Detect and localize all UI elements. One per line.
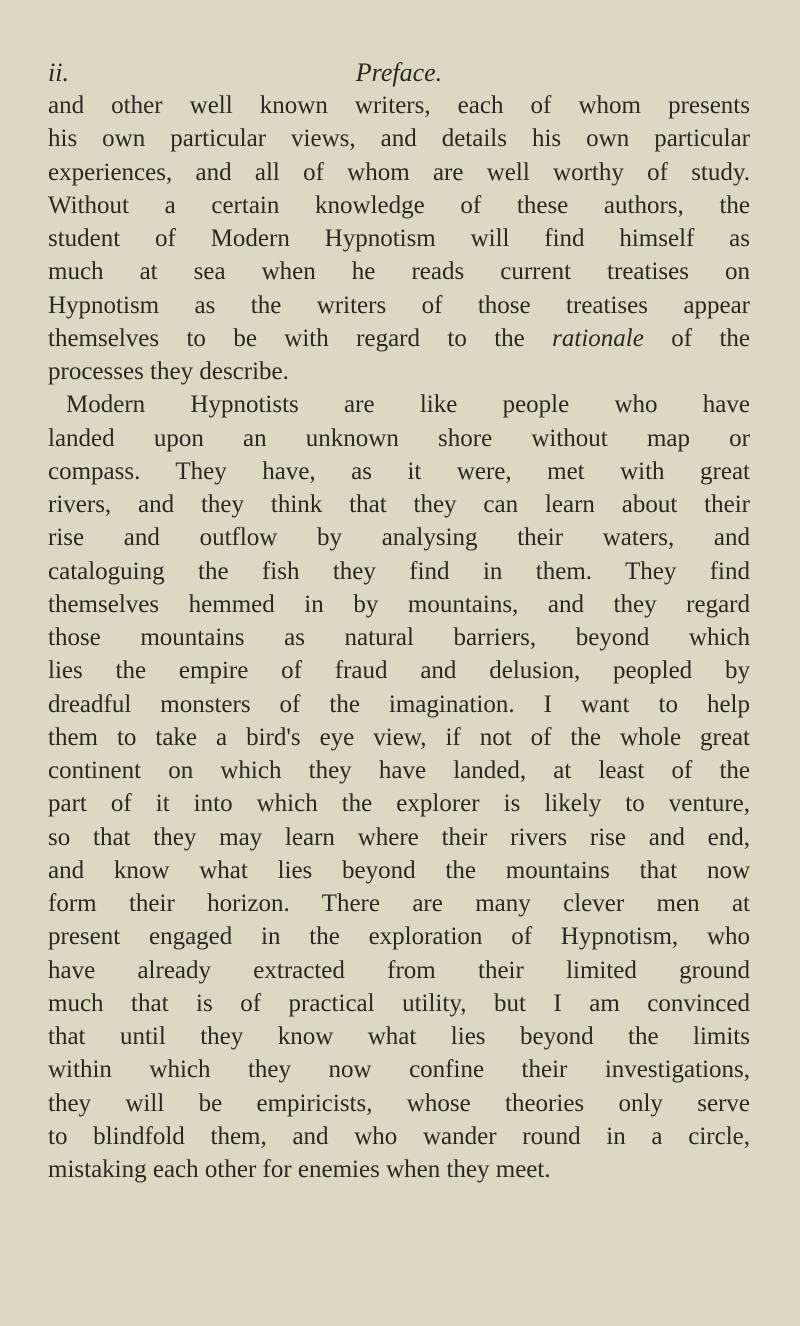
text-line: student of Modern Hypnotism will find himself as [48, 225, 750, 252]
text-line: Modern Hypnotists are like people who have [66, 391, 750, 419]
text-line: mistaking each other for enemies when they meet. [48, 1156, 551, 1183]
text-line: form their horizon. There are many clever men at [48, 890, 750, 917]
text-line: experiences, and all of whom are well worthy of study. [48, 158, 750, 186]
body-text [48, 89, 750, 1186]
text-line: them to take a bird's eye view, if not of the whole great [48, 723, 750, 751]
text-line: themselves to be with regard to the rationale of the [48, 324, 750, 352]
text-line: within which they now confine their investigations, [48, 1056, 750, 1084]
text-line: cataloguing the fish they find in them. They find [48, 557, 750, 585]
text-line: lies the empire of fraud and delusion, peopled by [48, 657, 750, 685]
text-line: themselves hemmed in by mountains, and they regard [48, 590, 750, 618]
text-line: and know what lies beyond the mountains that now [48, 856, 750, 884]
page-number: ii. [48, 58, 69, 87]
text-line: rise and outflow by analysing their waters, and [48, 524, 750, 552]
text-line: to blindfold them, and who wander round in a circle, [48, 1122, 750, 1150]
text-line: dreadful monsters of the imagination. I want to help [48, 690, 750, 718]
text-line: have already extracted from their limited ground [48, 956, 750, 984]
text-line: present engaged in the exploration of Hypnotism, who [48, 923, 750, 951]
text-line: so that they may learn where their rivers rise and end, [48, 823, 750, 851]
text-line: continent on which they have landed, at least of the [48, 757, 750, 784]
text-line: his own particular views, and details his own particular [48, 125, 750, 153]
text-line: rivers, and they think that they can learn about their [48, 491, 750, 518]
text-line: compass. They have, as it were, met with great [48, 457, 750, 485]
text-line: part of it into which the explorer is likely to venture, [48, 790, 750, 818]
text-line: that until they know what lies beyond the limits [48, 1023, 750, 1050]
text-line: they will be empiricists, whose theories only serve [48, 1089, 750, 1117]
text-line: and other well known writers, each of whom presents [48, 92, 750, 119]
text-line: those mountains as natural barriers, beyond which [48, 624, 750, 651]
running-title: Preface. [355, 58, 443, 87]
text-line: landed upon an unknown shore without map or [48, 424, 750, 452]
text-line: processes they describe. [48, 358, 289, 385]
italic-term: rationale [552, 324, 644, 352]
text-line: Without a certain knowledge of these authors, the [48, 191, 750, 219]
text-line: much that is of practical utility, but I am convinced [48, 989, 750, 1017]
text-line: Hypnotism as the writers of those treatises appear [48, 291, 750, 319]
text-line: much at sea when he reads current treatises on [48, 258, 750, 286]
